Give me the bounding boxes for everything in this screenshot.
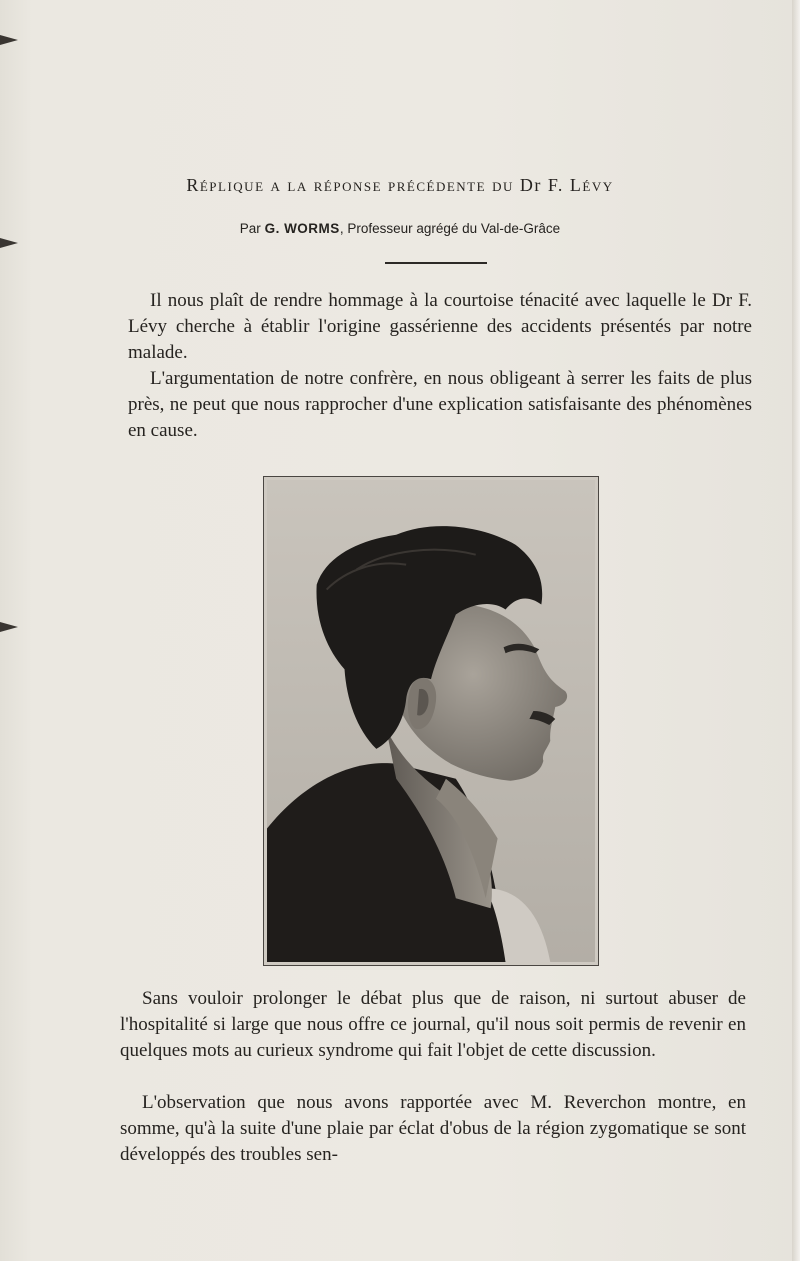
binding-mark [0,35,18,45]
article-title [0,175,800,196]
paragraph-3: Sans vouloir prolonger le débat plus que de raison, ni surtout abuser de l'hospitalité si large que nous offre ce journal, qu'il nous soit permis de revenir en quelques mots au curieux syndrome qui fait l'objet de cette discussion. [120,988,746,1061]
paragraph-2: L'argumentation de notre confrère, en nous obligeant à serrer les faits de plus près, ne peut que nous rapprocher d'une explication satisfaisante des phénomènes en cause. [128,368,752,441]
article-title-main: Réplique a la réponse précédente du [186,175,520,195]
portrait-photo [263,476,599,966]
article-byline [0,221,800,236]
byline-author: G. WORMS [264,221,340,236]
binding-mark [0,238,18,248]
byline-prefix: Par [239,221,265,236]
article-title-dr: Dr [519,175,542,195]
paragraph-1: Il nous plaît de rendre hommage à la courtoise ténacité avec laquelle le Dr F. Lévy cherche à établir l'origine gassérienne des accidents présentés par notre malade. [128,290,752,363]
portrait-profile-image [267,480,595,962]
title-divider [385,262,487,264]
binding-mark [0,622,18,632]
paragraph-4: L'observation que nous avons rapportée avec M. Reverchon montre, en somme, qu'à la suite d'une plaie par éclat d'obus de la région zygomatique se sont développés des troubles sen- [120,1092,746,1165]
article-title-name: F. Lévy [541,175,614,195]
byline-affiliation: , Professeur agrégé du Val-de-Grâce [339,221,561,236]
